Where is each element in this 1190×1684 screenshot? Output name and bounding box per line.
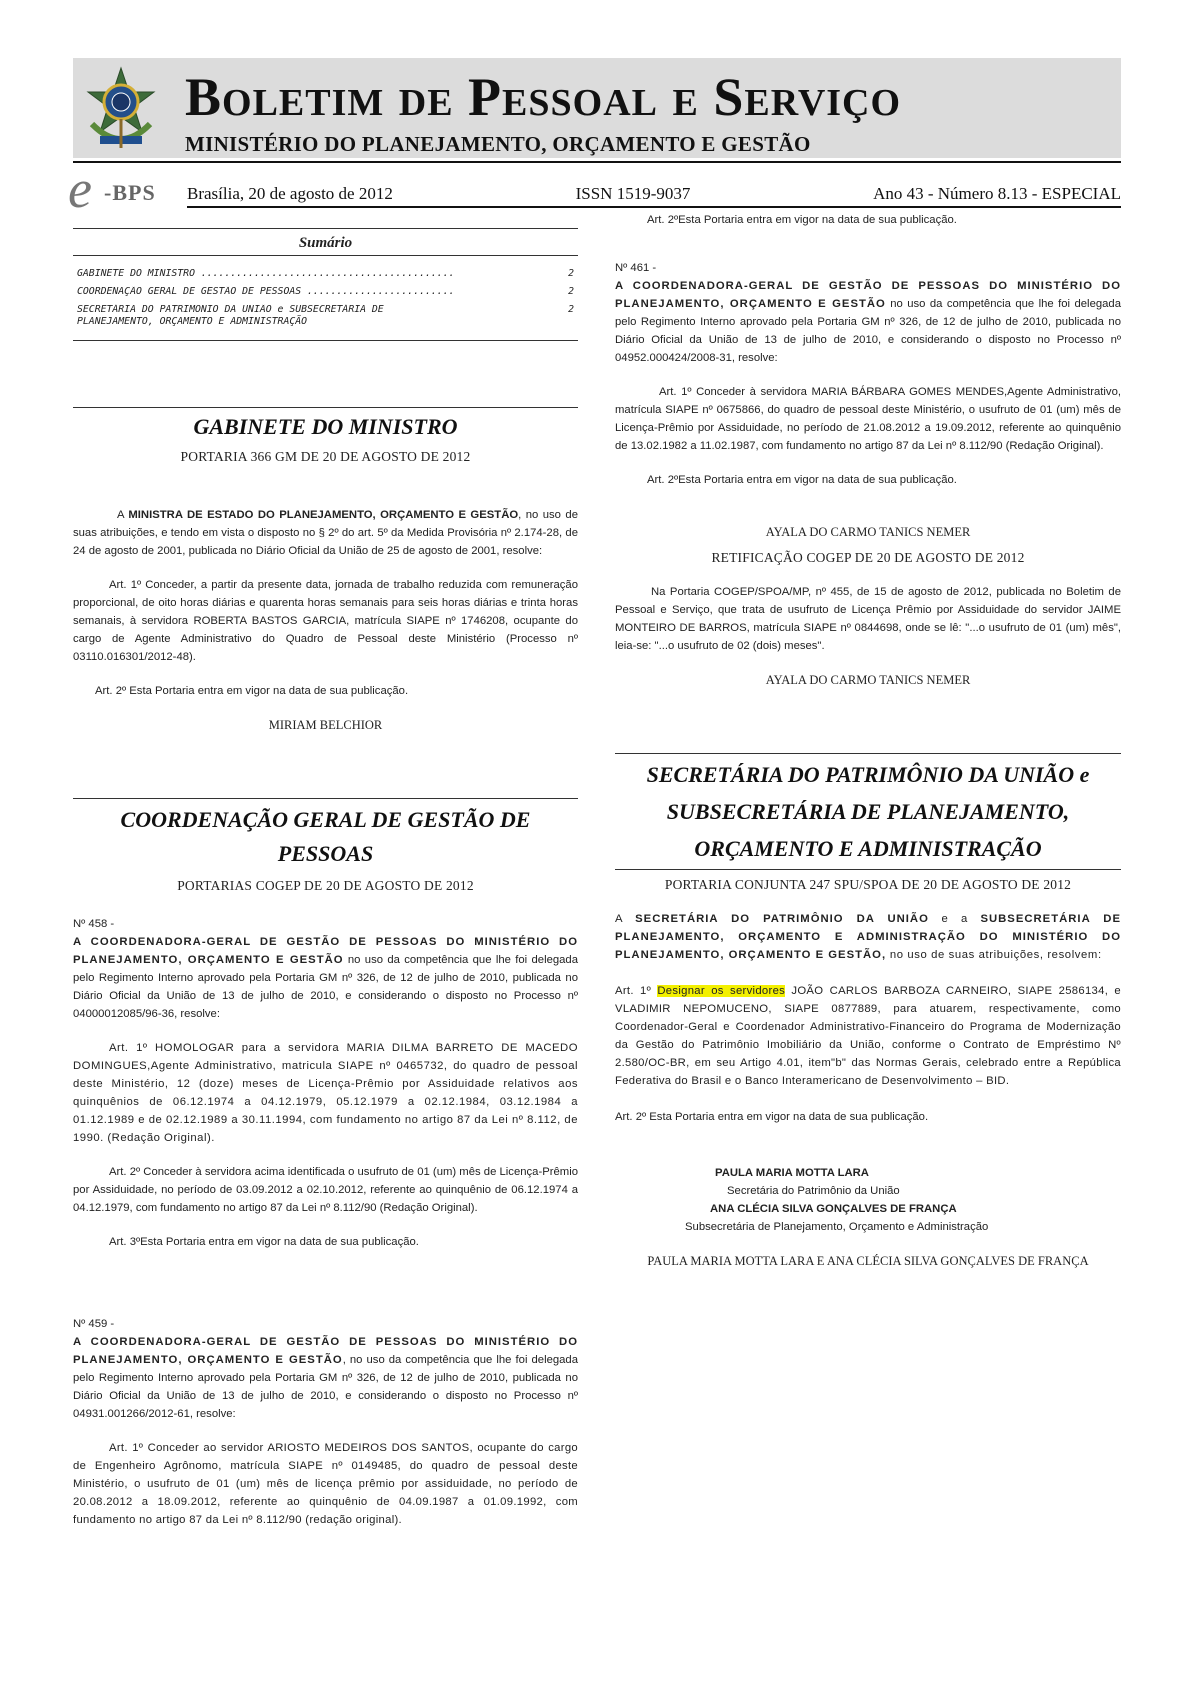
section-heading-spu: SECRETÁRIA DO PATRIMÔNIO DA UNIÃO e SUBSECRETÁRIA DE PLANEJAMENTO, ORÇAMENTO E ADMINISTRAÇÃO (646, 762, 1090, 861)
signer-name: ANA CLÉCIA SILVA GONÇALVES DE FRANÇA (710, 1203, 957, 1215)
issue-date: Brasília, 20 de agosto de 2012 (187, 184, 393, 203)
section-rule (615, 869, 1121, 870)
summary-title-rule (73, 255, 578, 256)
coat-of-arms-icon (80, 64, 162, 152)
article-text: Art. 3ºEsta Portaria entra em vigor na data de sua publicação. (109, 1236, 419, 1248)
portaria-number: Nº 459 - (73, 1318, 115, 1330)
article-text: Art. 2º Conceder à servidora acima identificada o usufruto de 01 (um) mês de Licença-Prêmio por Assiduidade, no período de 03.09.2012 a 02.10.2012, referente ao quinquênio de 06.12.1974 a 04.12.1979, com fundamento no artigo 87 da Lei nº 8.112/90 (Redação Original). (73, 1166, 578, 1214)
summary-list (73, 268, 578, 328)
signer-role: Secretária do Patrimônio da União (727, 1185, 900, 1197)
header-rule (73, 161, 1121, 163)
portaria-number: Nº 458 - (73, 918, 115, 930)
portaria-intro: A COORDENADORA-GERAL DE GESTÃO DE PESSOAS DO MINISTÉRIO DO PLANEJAMENTO, ORÇAMENTO E GESTÃO no uso da competência que lhe foi delegada pelo Regimento Interno aprovado pela Portaria GM nº 326, de 12 de julho de 2010, publicada no Diário Oficial da União de 13 de julho de 2010, e considerando o disposto no Processo nº 04000012085/96-36, resolve: (73, 936, 578, 1020)
portaria-number: Nº 461 - (615, 262, 657, 274)
issn: ISSN 1519-9037 (575, 184, 691, 203)
info-rule (187, 206, 1121, 208)
portaria-intro: A COORDENADORA-GERAL DE GESTÃO DE PESSOAS DO MINISTÉRIO DO PLANEJAMENTO, ORÇAMENTO E GESTÃO, no uso da competência que lhe foi delegada pelo Regimento Interno aprovado pela Portaria GM nº 326, de 12 de julho de 2010, publicada no Diário Oficial da União de 13 de julho de 2010, e considerando o disposto no Processo nº 04931.001266/2012-61, resolve: (73, 1336, 578, 1420)
ministry-name: MINISTÉRIO DO PLANEJAMENTO, ORÇAMENTO E GESTÃO (185, 132, 811, 156)
section-rule (73, 407, 578, 408)
retificacao-text: Na Portaria COGEP/SPOA/MP, nº 455, de 15 de agosto de 2012, publicada no Boletim de Pessoal e Serviço, que trata de usufruto de Licença Prêmio por Assiduidade do servidor JAIME MONTEIRO DE BARROS, matrícula SIAPE nº 0844698, onde se lê: "...o usufruto de 01 (um) mês", leia-se: "...o usufruto de 02 (dois) meses". (615, 586, 1121, 652)
article-text: Art. 2º Esta Portaria entra em vigor na data de sua publicação. (95, 685, 409, 697)
retificacao-title: RETIFICAÇÃO COGEP DE 20 DE AGOSTO DE 2012 (711, 550, 1025, 565)
section-heading-cogep: COORDENAÇÃO GERAL DE GESTÃO DE PESSOAS (120, 807, 531, 866)
article-text: Art. 1º Conceder, a partir da presente data, jornada de trabalho reduzida com remuneração proporcional, de oito horas diárias e quarenta horas semanais para seis horas diárias e trinta horas semanais, à servidora ROBERTA BASTOS GARCIA, matrícula SIAPE nº 1746208, ocupante do cargo de Agente Administrativo do Quadro de Pessoal deste Ministério (Processo nº 03110.016301/2012-48). (73, 579, 578, 663)
bulletin-title: Boletim de Pessoal e Serviço (185, 67, 902, 127)
section-rule (73, 798, 578, 799)
summary-bottom-rule (73, 340, 578, 341)
portaria-title: PORTARIAS COGEP DE 20 DE AGOSTO DE 2012 (177, 878, 474, 893)
signers-line: PAULA MARIA MOTTA LARA E ANA CLÉCIA SILVA GONÇALVES DE FRANÇA (647, 1254, 1089, 1268)
highlighted-text: Designar os servidores (657, 985, 786, 997)
right-column (615, 211, 1121, 1270)
portaria-intro: A COORDENADORA-GERAL DE GESTÃO DE PESSOAS DO MINISTÉRIO DO PLANEJAMENTO, ORÇAMENTO E GESTÃO no uso da competência que lhe foi delegada pelo Regimento Interno aprovado pela Portaria GM nº 326, de 12 de julho de 2010, publicada no Diário Oficial da União de 13 de julho de 2010, e considerando o disposto no Processo nº 04952.000424/2008-31, resolve: (615, 280, 1121, 364)
ebps-logo-text: -BPS (104, 180, 156, 205)
article-text: Art. 1º HOMOLOGAR para a servidora MARIA DILMA BARRETO DE MACEDO DOMINGUES,Agente Administrativo, matricula SIAPE nº 0465732, do quadro de pessoal deste Ministério, 12 (doze) meses de Licença-Prêmio por Assiduidade relativos aos quinquênios de 06.12.1974 a 04.12.1979, 05.12.1979 a 02.12.1984, 03.12.1984 a 01.12.1989 e de 02.12.1989 a 30.11.1994, com fundamento no artigo 87 da Lei nº 8.112, de 1990. (Redação Original). (73, 1042, 578, 1144)
portaria-intro: A SECRETÁRIA DO PATRIMÔNIO DA UNIÃO e a SUBSECRETÁRIA DE PLANEJAMENTO, ORÇAMENTO E ADMINISTRAÇÃO DO MINISTÉRIO DO PLANEJAMENTO, ORÇAMENTO E GESTÃO, no uso de suas atribuições, resolvem: (615, 913, 1121, 961)
signer-name: MIRIAM BELCHIOR (268, 718, 383, 732)
summary-item[interactable]: GABINETE DO MINISTRO ........................................... 2 (77, 268, 574, 279)
article-text: Art. 2ºEsta Portaria entra em vigor na data de sua publicação. (647, 474, 957, 486)
article-text: Art. 1º Designar os servidores JOÃO CARLOS BARBOZA CARNEIRO, SIAPE 2586134, e VLADIMIR NEPOMUCENO, SIAPE 0877889, para atuarem, respectivamente, como Coordenador-Geral e Coordenador Administrativo-Financeiro do Programa de Modernização da Gestão do Patrimônio Imobiliário da União, conforme o Contrato de Empréstimo Nº 2.580/OC-BR, em seu Artigo 4.01, item"b" das Normas Gerais, celebrado entre a República Federativa do Brasil e o Banco Interamericano de Desenvolvimento – BID. (615, 985, 1122, 1087)
portaria-intro: A MINISTRA DE ESTADO DO PLANEJAMENTO, ORÇAMENTO E GESTÃO, no uso de suas atribuições, e tendo em vista o disposto no § 2º do art. 5º da Medida Provisória nº 2.174-28, de 24 de agosto de 2001, publicada no Diário Oficial da União de 25 de agosto de 2001, resolve: (73, 509, 578, 557)
article-text: Art. 2ºEsta Portaria entra em vigor na data de sua publicação. (647, 214, 957, 226)
summary-item[interactable]: COORDENAÇÃO GERAL DE GESTÃO DE PESSOAS ......................... 2 (77, 286, 574, 297)
signer-name: AYALA DO CARMO TANICS NEMER (765, 525, 971, 539)
signer-name: AYALA DO CARMO TANICS NEMER (765, 673, 971, 687)
left-column (73, 228, 578, 1529)
issue-number: Ano 43 - Número 8.13 - ESPECIAL (873, 184, 1121, 203)
summary-top-rule (73, 228, 578, 229)
ebps-logo-e: e (68, 159, 92, 219)
summary-title: Sumário (298, 235, 353, 251)
article-text: Art. 2º Esta Portaria entra em vigor na data de sua publicação. (615, 1111, 929, 1123)
article-text: Art. 1º Conceder ao servidor ARIOSTO MEDEIROS DOS SANTOS, ocupante do cargo de Engenheiro Agrônomo, matrícula SIAPE nº 0149485, do quadro de pessoal deste Ministério, o usufruto de 01 (um) mês de licença prêmio por assiduidade, no período de 20.08.2012 a 18.09.2012, referente ao quinquênio de 04.09.1987 a 01.09.1992, com fundamento no artigo 87 da Lei nº 8.112/90 (redação original). (73, 1442, 578, 1526)
signer-role: Subsecretária de Planejamento, Orçamento e Administração (685, 1221, 989, 1233)
issue-info-line (187, 184, 1121, 204)
ebps-logo (68, 159, 178, 219)
portaria-title: PORTARIA CONJUNTA 247 SPU/SPOA DE 20 DE AGOSTO DE 2012 (664, 877, 1072, 892)
portaria-title: PORTARIA 366 GM DE 20 DE AGOSTO DE 2012 (180, 449, 471, 464)
section-heading-gabinete: GABINETE DO MINISTRO (193, 414, 458, 439)
summary-item[interactable]: SECRETÁRIA DO PATRIMÔNIO DA UNIÃO e SUBSECRETÁRIA DE PLANEJAMENTO, ORÇAMENTO E ADMINISTRAÇÃO 2 (77, 304, 574, 327)
section-rule (615, 753, 1121, 754)
article-text: Art. 1º Conceder à servidora MARIA BÁRBARA GOMES MENDES,Agente Administrativo, matrícula SIAPE nº 0675866, do quadro de pessoal deste Ministério, o usufruto de 01 (um) mês de Licença-Prêmio por Assiduidade, no período de 21.08.2012 a 19.09.2012, referente ao quinquênio de 13.02.1982 a 11.02.1987, com fundamento no artigo 87 da Lei nº 8.112/90 (Redação Original). (615, 386, 1121, 452)
signer-name: PAULA MARIA MOTTA LARA (715, 1167, 869, 1179)
